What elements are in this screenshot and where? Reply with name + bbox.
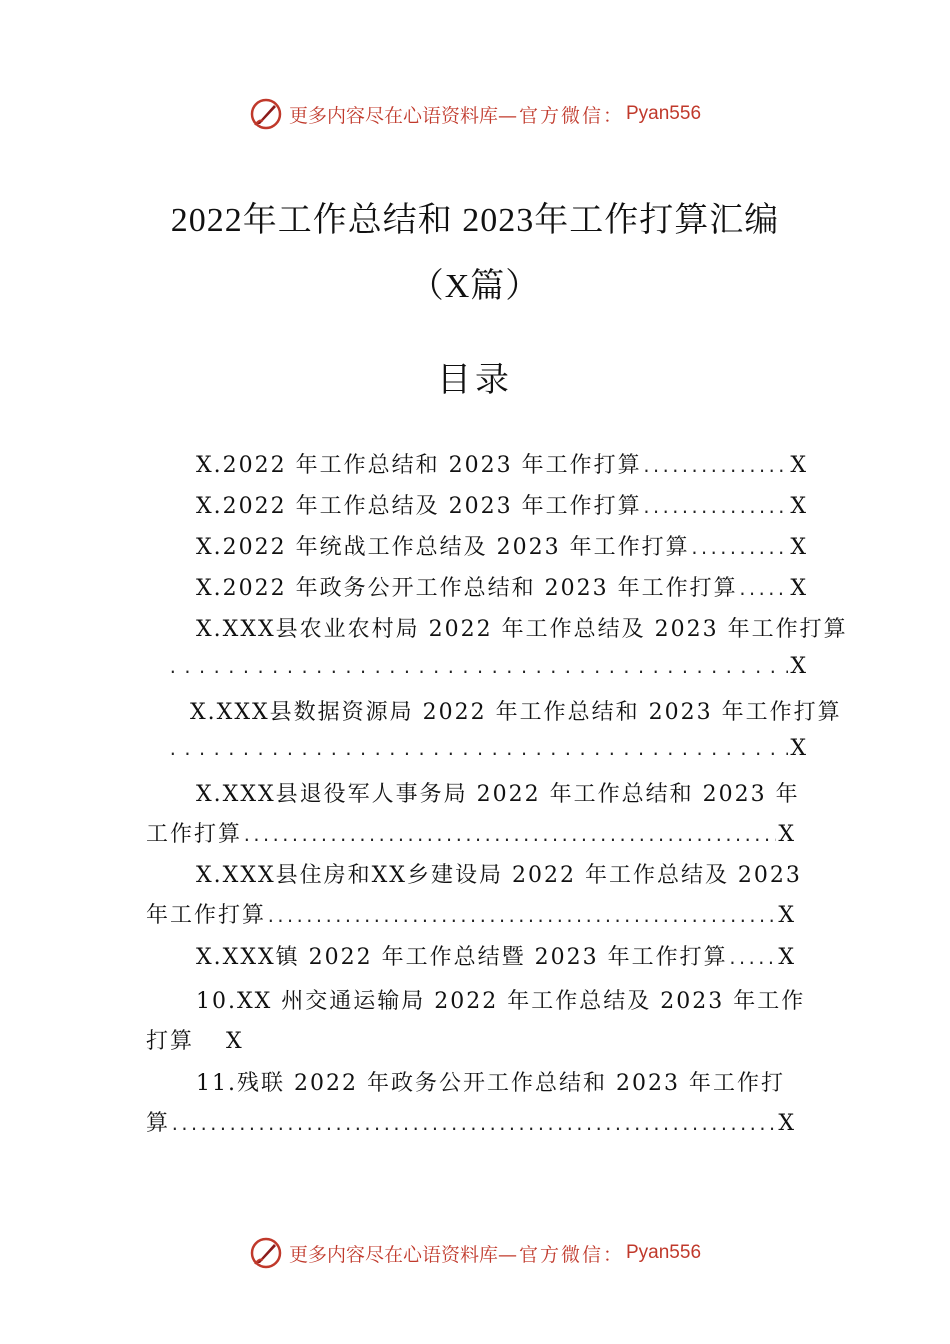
- document-title: 2022年工作总结和 2023年工作打算汇编: [170, 202, 780, 239]
- toc-page-number: X: [790, 736, 806, 761]
- toc-entry-5[interactable]: [196, 612, 848, 646]
- toc-heading: 目录: [437, 360, 513, 400]
- toc-entry-title: X.XXX县数据资源局 2022 年工作总结和 2023 年工作打算: [190, 700, 842, 725]
- toc-entry-title: 11.残联 2022 年政务公开工作总结和 2023 年工作打: [196, 1071, 785, 1096]
- toc-page-number: X: [778, 822, 794, 847]
- toc-entry-10[interactable]: [196, 984, 806, 1018]
- toc-leader-dots: [168, 658, 788, 677]
- toc-leader-dots: [242, 826, 776, 845]
- banner-label-text: —官方微信：: [497, 1243, 624, 1266]
- toc-entry-1[interactable]: [196, 448, 806, 482]
- banner-wechat-handle: Pyan556: [626, 103, 702, 124]
- banner-wechat-handle: Pyan556: [626, 1242, 702, 1263]
- banner-brand-text: 更多内容尽在心语资料库: [288, 1243, 498, 1266]
- toc-entry-title: X.2022 年工作总结及 2023 年工作打算: [196, 494, 642, 519]
- toc-page-number: X: [790, 654, 806, 679]
- toc-entry-5-leader[interactable]: [168, 654, 806, 688]
- toc-entry-title: X.XXX县退役军人事务局 2022 年工作总结和 2023 年: [196, 782, 800, 807]
- toc-entry-3[interactable]: [196, 530, 806, 564]
- toc-leader-dots: [168, 740, 788, 759]
- toc-leader-dots: [738, 580, 789, 599]
- toc-entry-title-cont: 年工作打算: [146, 903, 267, 928]
- toc-entry-11-cont[interactable]: [146, 1106, 794, 1140]
- toc-entry-2[interactable]: [196, 489, 806, 523]
- document-title-count: （X篇）: [409, 268, 541, 305]
- toc-page-number: X: [790, 576, 806, 601]
- toc-entry-title: X.XXX县农业农村局 2022 年工作总结及 2023 年工作打算: [196, 617, 848, 642]
- toc-entry-7-cont[interactable]: [146, 817, 794, 851]
- toc-entry-9[interactable]: [196, 940, 794, 974]
- toc-page-number: X: [790, 535, 806, 560]
- toc-entry-8-cont[interactable]: [146, 898, 794, 932]
- toc-page-number: X: [778, 1111, 794, 1136]
- toc-leader-dots: [170, 1115, 776, 1134]
- toc-page-number: X: [790, 494, 806, 519]
- toc-entry-6-leader[interactable]: [168, 736, 806, 770]
- toc-entry-4[interactable]: [196, 571, 806, 605]
- banner-label-text: —官方微信：: [497, 104, 624, 127]
- toc-entry-8[interactable]: [196, 858, 802, 892]
- toc-entry-title: X.XXX县住房和XX乡建设局 2022 年工作总结及 2023: [196, 863, 802, 888]
- toc-page-number: X: [790, 453, 806, 478]
- toc-entry-title-cont: 工作打算: [146, 822, 243, 847]
- toc-leader-dots: [728, 949, 777, 968]
- toc-entry-title: X.XXX镇 2022 年工作总结暨 2023 年工作打算: [196, 945, 728, 970]
- toc-entry-title: X.2022 年工作总结和 2023 年工作打算: [196, 453, 642, 478]
- toc-leader-dots: [642, 457, 789, 476]
- quill-logo-icon: [249, 1236, 283, 1270]
- toc-entry-6[interactable]: [190, 695, 842, 729]
- toc-page-number: X: [778, 903, 794, 928]
- toc-page-number: X: [226, 1029, 242, 1054]
- toc-entry-10-cont[interactable]: [146, 1024, 446, 1058]
- toc-leader-dots: [690, 539, 789, 558]
- banner-brand-text: 更多内容尽在心语资料库: [288, 104, 498, 127]
- toc-entry-title-cont: 打算: [146, 1029, 195, 1054]
- toc-entry-7[interactable]: [196, 777, 800, 811]
- toc-entry-title: X.2022 年统战工作总结及 2023 年工作打算: [196, 535, 690, 560]
- toc-entry-title: 10.XX 州交通运输局 2022 年工作总结及 2023 年工作: [196, 989, 806, 1014]
- toc-page-number: X: [778, 945, 794, 970]
- toc-leader-dots: [642, 498, 789, 517]
- footer-watermark-banner: [0, 1233, 950, 1273]
- toc-entry-title-cont: 算: [146, 1111, 171, 1136]
- toc-entry-11[interactable]: [196, 1066, 796, 1100]
- toc-leader-dots: [266, 907, 776, 926]
- toc-entry-title: X.2022 年政务公开工作总结和 2023 年工作打算: [196, 576, 738, 601]
